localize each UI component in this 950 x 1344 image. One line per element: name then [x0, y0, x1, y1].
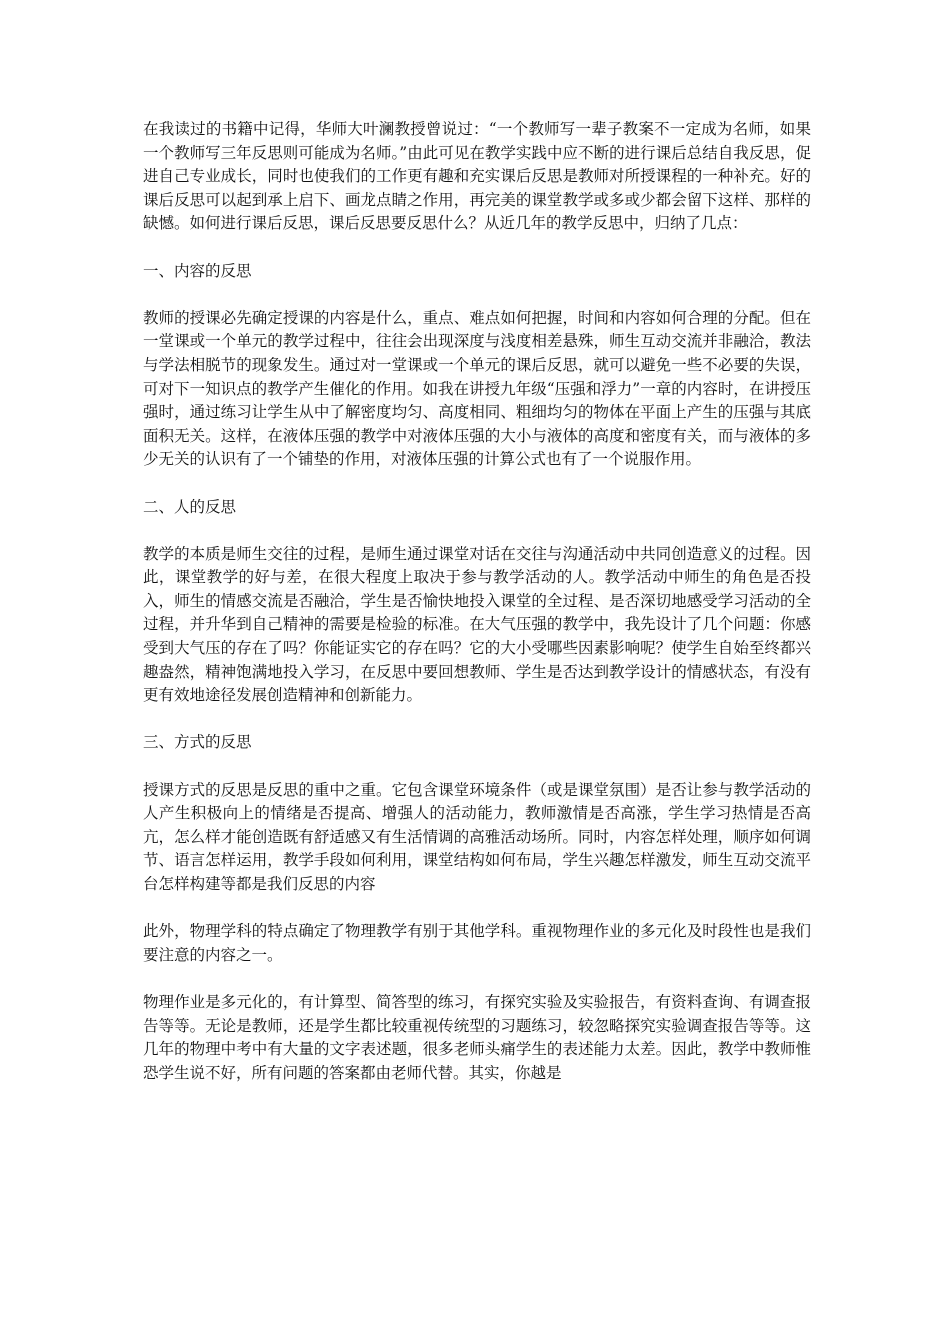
paragraph-gap	[143, 472, 811, 496]
paragraph-gap	[143, 967, 811, 991]
physics-homework-paragraph: 物理作业是多元化的，有计算型、简答型的练习，有探究实验及实验报告，有资料查询、有调查报告等等。无论是教师，还是学生都比较重视传统型的习题练习，较忽略探究实验调查报告等等。这几年的物理中考中有大量的文字表述题，很多老师头痛学生的表述能力太差。因此，教学中教师惟恐学生说不好，所有问题的答案都由老师代替。其实，你越是	[143, 992, 811, 1082]
section-heading-content: 一、内容的反思	[143, 261, 252, 280]
method-reflection-paragraph: 授课方式的反思是反思的重中之重。它包含课堂环境条件（或是课堂氛围）是否让参与教学活动的人产生积极向上的情绪是否提高、增强人的活动能力，教师激情是否高涨，学生学习热情是否高亢，怎么样才能创造既有舒适感又有生活情调的高雅活动场所。同时，内容怎样处理，顺序如何调节、语言怎样运用，教学手段如何利用，课堂结构如何布局，学生兴趣怎样激发，师生互动交流平台怎样构建等都是我们反思的内容	[143, 780, 811, 893]
document-body	[143, 118, 811, 1085]
paragraph-gap	[143, 519, 811, 543]
paragraph-gap	[143, 755, 811, 779]
people-reflection-paragraph: 教学的本质是师生交往的过程，是师生通过课堂对话在交往与沟通活动中共同创造意义的过程。因此，课堂教学的好与差，在很大程度上取决于参与教学活动的人。教学活动中师生的角色是否投入，师生的情感交流是否融洽，学生是否愉快地投入课堂的全过程、是否深切地感受学习活动的全过程，并升华到自己精神的需要是检验的标准。在大气压强的教学中，我先设计了几个问题：你感受到大气压的存在了吗？你能证实它的存在吗？它的大小受哪些因素影响呢？使学生自始至终都兴趣盎然，精神饱满地投入学习，在反思中要回想教师、学生是否达到教学设计的情感状态，有没有更有效地途径发展创造精神和创新能力。	[143, 544, 811, 705]
section-heading-method: 三、方式的反思	[143, 733, 252, 752]
paragraph-gap	[143, 283, 811, 307]
intro-paragraph: 在我读过的书籍中记得，华师大叶澜教授曾说过：“一个教师写一辈子教案不一定成为名师，如果一个教师写三年反思则可能成为名师。”由此可见在教学实践中应不断的进行课后总结自我反思，促进自己专业成长，同时也使我们的工作更有趣和充实课后反思是教师对所授课程的一种补充。好的课后反思可以起到承上启下、画龙点睛之作用，再完美的课堂教学或多或少都会留下这样、那样的缺憾。如何进行课后反思，课后反思要反思什么？从近几年的教学反思中，归纳了几点：	[143, 120, 811, 233]
content-reflection-paragraph: 教师的授课必先确定授课的内容是什么，重点、难点如何把握，时间和内容如何合理的分配。但在一堂课或一个单元的教学过程中，往往会出现深度与浅度相差悬殊，师生互动交流并非融洽，教法与学法相脱节的现象发生。通过对一堂课或一个单元的课后反思，就可以避免一些不必要的失误，可对下一知识点的教学产生催化的作用。如我在讲授九年级“压强和浮力”一章的内容时，在讲授压强时，通过练习让学生从中了解密度均匀、高度相同、粗细均匀的物体在平面上产生的压强与其底面积无关。这样，在液体压强的教学中对液体压强的大小与液体的高度和密度有关，而与液体的多少无关的认识有了一个铺垫的作用，对液体压强的计算公式也有了一个说服作用。	[143, 308, 811, 469]
section-heading-people: 二、人的反思	[143, 497, 237, 516]
paragraph-gap	[143, 708, 811, 732]
physics-feature-paragraph: 此外，物理学科的特点确定了物理教学有别于其他学科。重视物理作业的多元化及时段性也是我们要注意的内容之一。	[143, 922, 811, 964]
paragraph-gap	[143, 897, 811, 921]
paragraph-gap	[143, 236, 811, 260]
